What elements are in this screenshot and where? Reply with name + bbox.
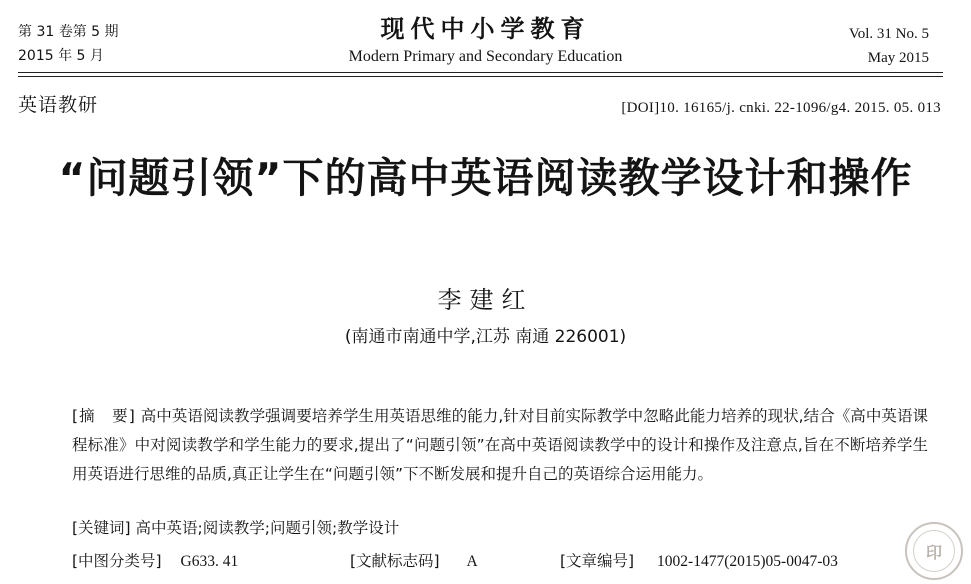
doi: [DOI]10. 16165/j. cnki. 22-1096/g4. 2015. 05. 013 (621, 100, 941, 116)
article-title: “问题引领”下的高中英语阅读教学设计和操作 (58, 154, 913, 202)
clc-value: G633. 41 (180, 553, 239, 570)
article-number-value: 1002-1477(2015)05-0047-03 (657, 553, 838, 570)
keywords-label: [关键词] (72, 519, 131, 537)
journal-masthead (0, 14, 971, 68)
article-number (560, 549, 838, 571)
document-code-label: [文献标志码] (350, 552, 440, 570)
library-seal-icon (905, 522, 963, 580)
article-author: 李建红 (437, 286, 534, 314)
document-code (350, 549, 478, 571)
seal-glyph: 印 (925, 542, 942, 562)
issue-volume-en: Vol. 31 No. 5 (848, 26, 929, 42)
header-rule-thin (18, 76, 943, 77)
abstract (72, 402, 928, 489)
keywords-text: 高中英语;阅读教学;问题引领;教学设计 (135, 519, 400, 537)
keywords (72, 516, 399, 538)
issue-date-en: May 2015 (867, 50, 929, 66)
abstract-label: [摘 要] (72, 407, 136, 425)
article-number-label: [文章编号] (560, 552, 635, 570)
journal-title-cn: 现代中小学教育 (380, 14, 591, 43)
header-rule-thick (18, 72, 943, 73)
author-affiliation: (南通市南通中学,江苏 南通 226001) (344, 327, 627, 347)
clc-label: [中图分类号] (72, 552, 162, 570)
abstract-text: 高中英语阅读教学强调要培养学生用英语思维的能力,针对目前实际教学中忽略此能力培养的现状,结合《高中英语课程标准》中对阅读教学和学生能力的要求,提出了“问题引领”在高中英语阅读教学中的设计和操作及注意点,旨在不断培养学生用英语进行思维的品质,真正让学生在“问题引领”下不断发展和提升自己的英语综合运用能力。 (72, 407, 928, 483)
document-code-value: A (466, 553, 478, 570)
issue-date-cn: 2015 年 5 月 (18, 48, 104, 64)
clc-number (72, 549, 238, 571)
issue-volume-cn: 第 31 卷第 5 期 (18, 24, 119, 40)
journal-title-en: Modern Primary and Secondary Education (348, 48, 623, 65)
issue-info-en (849, 22, 929, 70)
column-label: 英语教研 (18, 94, 99, 116)
